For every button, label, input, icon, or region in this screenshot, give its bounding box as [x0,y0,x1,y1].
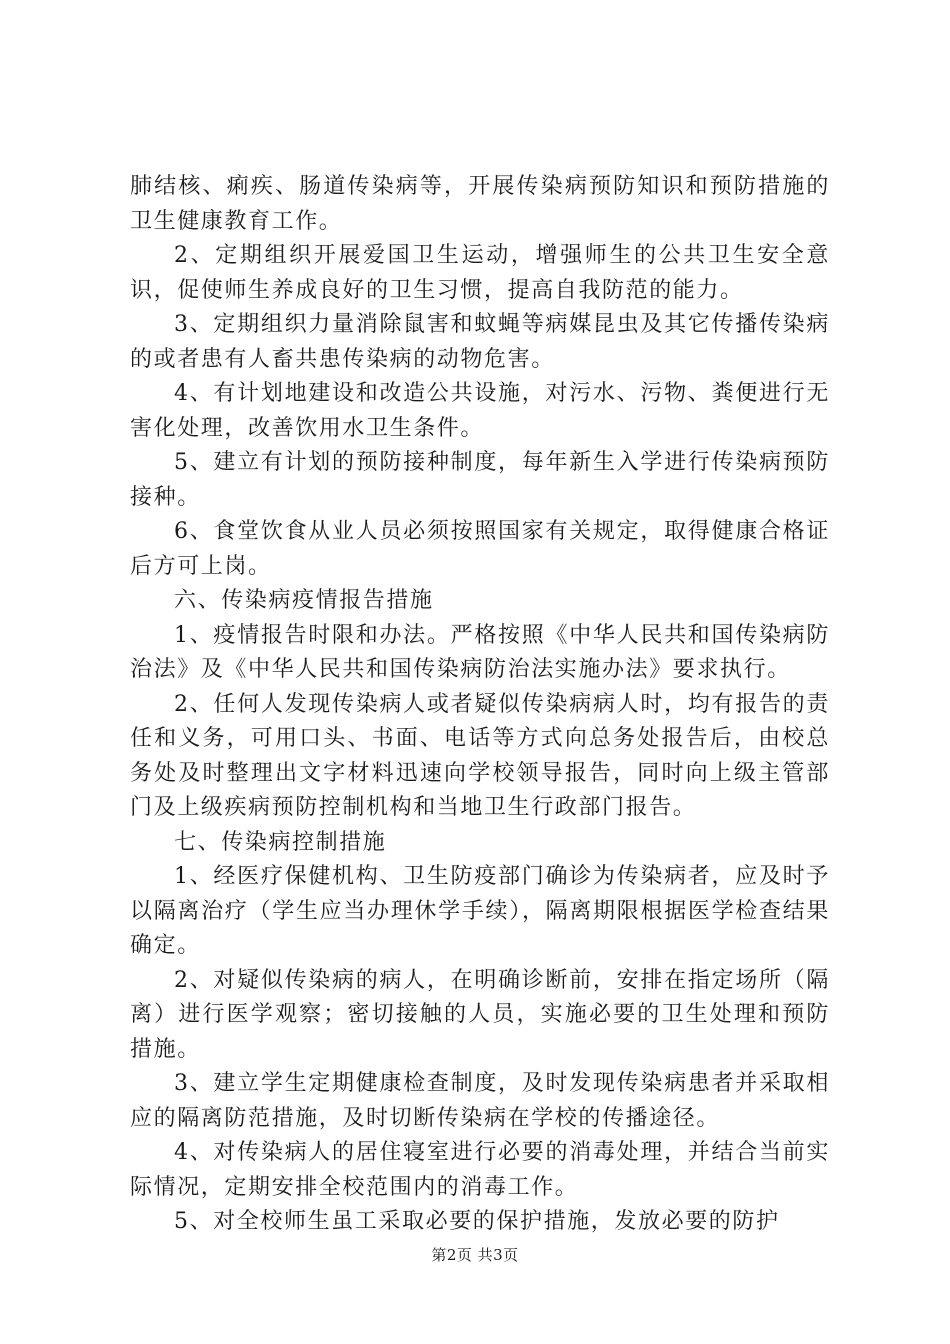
paragraph-continuation: 肺结核、痢疾、肠道传染病等，开展传染病预防知识和预防措施的卫生健康教育工作。 [130,174,830,234]
paragraph-control-2: 2、对疑似传染病的病人，在明确诊断前，安排在指定场所（隔离）进行医学观察；密切接触的人员，实施必要的卫生处理和预防措施。 [130,967,830,1062]
paragraph-item-3: 3、定期组织力量消除鼠害和蚊蝇等病媒昆虫及其它传播传染病的或者患有人畜共患传染病的动物危害。 [130,312,830,372]
paragraph-control-5: 5、对全校师生虽工采取必要的保护措施，发放必要的防护 [174,1209,780,1234]
section-heading-seven: 七、传染病控制措施 [174,829,387,855]
paragraph-control-3: 3、建立学生定期健康检查制度，及时发现传染病患者并采取相应的隔离防范措施，及时切断传染病在学校的传播途径。 [130,1071,830,1131]
section-heading-six: 六、传染病疫情报告措施 [174,588,434,613]
paragraph-control-4: 4、对传染病人的居住寝室进行必要的消毒处理，并结合当前实际情况，定期安排全校范围内的消毒工作。 [130,1140,830,1200]
paragraph-report-2: 2、任何人发现传染病人或者疑似传染病病人时，均有报告的责任和义务，可用口头、书面、电话等方式向总务处报告后，由校总务处及时整理出文字材料迅速向学校领导报告，同时向上级主管部门及上级疾病预防控制机构和当地卫生行政部门报告。 [130,691,830,820]
paragraph-control-1: 1、经医疗保健机构、卫生防疫部门确诊为传染病者，应及时予以隔离治疗（学生应当办理休学手续），隔离期限根据医学检查结果确定。 [130,864,830,958]
paragraph-item-5: 5、建立有计划的预防接种制度，每年新生入学进行传染病预防接种。 [130,450,830,510]
paragraph-item-2: 2、定期组织开展爱国卫生运动，增强师生的公共卫生安全意识，促使师生养成良好的卫生习惯，提高自我防范的能力。 [130,243,830,303]
page-footer: 第2页 共3页 [431,1246,519,1264]
paragraph-item-4: 4、有计划地建设和改造公共设施，对污水、污物、粪便进行无害化处理，改善饮用水卫生条件。 [130,381,830,441]
document-body [130,170,830,1240]
paragraph-item-6: 6、食堂饮食从业人员必须按照国家有关规定，取得健康合格证后方可上岗。 [130,519,830,579]
paragraph-report-1: 1、疫情报告时限和办法。严格按照《中华人民共和国传染病防治法》及《中华人民共和国传染病防治法实施办法》要求执行。 [130,622,830,682]
